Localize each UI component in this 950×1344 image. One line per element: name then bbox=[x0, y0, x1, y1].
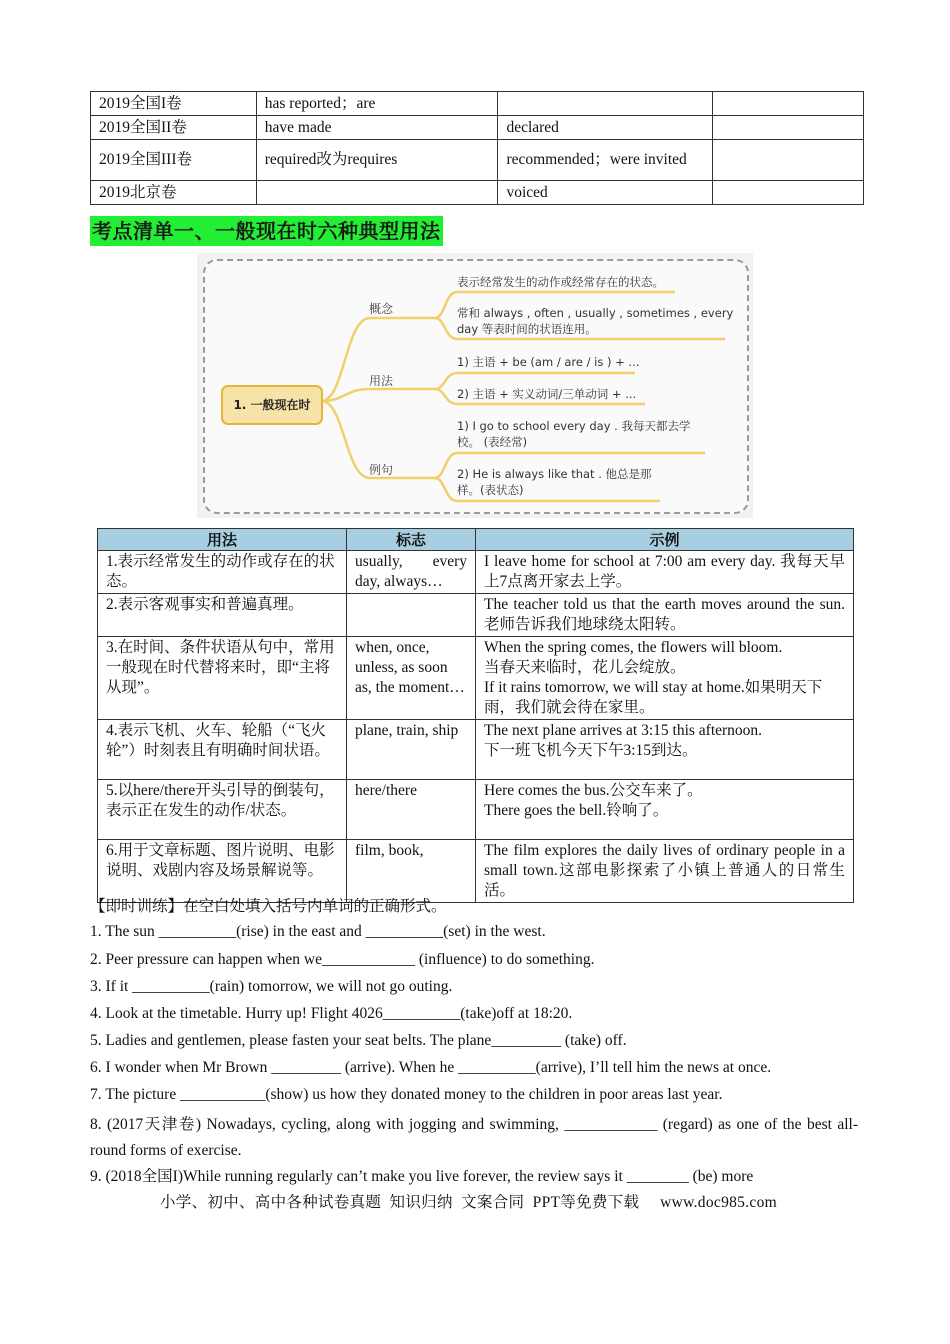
mindmap-leaf: 校。 (表经常) bbox=[457, 435, 528, 449]
column-header: 标志 bbox=[347, 529, 476, 551]
table-cell: 2019北京卷 bbox=[91, 181, 257, 205]
table-cell bbox=[256, 181, 498, 205]
mindmap-leaf: day 等表时间的状语连用。 bbox=[457, 322, 597, 336]
practice-item: 8. (2017天津卷) Nowadays, cycling, along with jogging and swimming, ____________ (regard) as one of the best all-round forms of exercise. bbox=[90, 1116, 858, 1159]
practice-item: 4. Look at the timetable. Hurry up! Flight 4026__________(take)off at 18:20. bbox=[90, 1005, 573, 1022]
mindmap-leaf: 表示经常发生的动作或经常存在的状态。 bbox=[457, 275, 664, 289]
example-cell: The next plane arrives at 3:15 this afternoon. 下一班飞机今天下午3:15到达。 bbox=[476, 720, 854, 780]
usage-cell: 4.表示飞机、火车、轮船（“飞火轮”）时刻表且有明确时间状语。 bbox=[98, 720, 347, 780]
table-row bbox=[91, 140, 864, 181]
table-row bbox=[91, 181, 864, 205]
usage-cell: 2.表示客观事实和普遍真理。 bbox=[98, 594, 347, 637]
table-header-row bbox=[98, 529, 854, 551]
mindmap-branch-example: 例句 bbox=[369, 463, 394, 477]
marker-cell bbox=[347, 594, 476, 637]
marker-cell: when, once, unless, as soon as, the moment… bbox=[347, 637, 476, 720]
table-cell bbox=[498, 92, 713, 116]
practice-item: 1. The sun __________(rise) in the east and __________(set) in the west. bbox=[90, 923, 546, 940]
column-header: 用法 bbox=[98, 529, 347, 551]
mindmap-leaf: 2) 主语 + 实义动词/三单动词 + ... bbox=[457, 387, 637, 401]
table-row bbox=[98, 551, 854, 594]
table-cell: have made bbox=[256, 116, 498, 140]
example-cell: The teacher told us that the earth moves around the sun. 老师告诉我们地球绕太阳转。 bbox=[476, 594, 854, 637]
usage-cell: 5.以here/there开头引导的倒装句，表示正在发生的动作/状态。 bbox=[98, 780, 347, 840]
practice-item: 2. Peer pressure can happen when we____________ (influence) to do something. bbox=[90, 951, 595, 968]
table-cell: recommended；were invited bbox=[498, 140, 713, 181]
practice-item: 6. I wonder when Mr Brown _________ (arrive). When he __________(arrive), I’ll tell him the news at once. bbox=[90, 1059, 772, 1076]
page-footer: 小学、初中、高中各种试卷真题 知识归纳 文案合同 PPT等免费下载 www.doc985.com bbox=[160, 1194, 777, 1211]
mindmap-leaf: 样。(表状态) bbox=[457, 483, 524, 497]
section-heading: 考点清单一、一般现在时六种典型用法 bbox=[90, 216, 443, 246]
example-cell: I leave home for school at 7:00 am every day. 我每天早上7点离开家去上学。 bbox=[476, 551, 854, 594]
table-cell: 2019全国I卷 bbox=[91, 92, 257, 116]
table-cell bbox=[713, 92, 864, 116]
table-cell: 2019全国II卷 bbox=[91, 116, 257, 140]
table-row bbox=[98, 780, 854, 840]
answer-table bbox=[90, 91, 864, 205]
usage-table bbox=[97, 528, 854, 903]
table-row bbox=[98, 594, 854, 637]
column-header: 示例 bbox=[476, 529, 854, 551]
marker-cell: film, book, bbox=[347, 840, 476, 903]
table-row bbox=[91, 116, 864, 140]
mindmap-branch-concept: 概念 bbox=[369, 302, 394, 316]
table-row bbox=[98, 840, 854, 903]
usage-cell: 3.在时间、条件状语从句中，常用一般现在时代替将来时，即“主将从现”。 bbox=[98, 637, 347, 720]
mindmap-leaf: 1) 主语 + be (am / are / is ) + ... bbox=[457, 355, 640, 369]
table-cell: voiced bbox=[498, 181, 713, 205]
table-cell bbox=[713, 140, 864, 181]
marker-cell: here/there bbox=[347, 780, 476, 840]
practice-item: 5. Ladies and gentlemen, please fasten your seat belts. The plane_________ (take) off. bbox=[90, 1032, 627, 1049]
connector-usage bbox=[321, 389, 435, 401]
mindmap-image bbox=[197, 253, 753, 518]
table-cell: declared bbox=[498, 116, 713, 140]
usage-cell: 1.表示经常发生的动作或存在的状态。 bbox=[98, 551, 347, 594]
marker-cell: usually, every day, always… bbox=[347, 551, 476, 594]
mindmap-leaf: 1) I go to school every day . 我每天都去学 bbox=[457, 419, 691, 433]
table-cell: has reported；are bbox=[256, 92, 498, 116]
practice-title: 【即时训练】在空白处填入括号内单词的正确形式。 bbox=[90, 898, 447, 915]
mindmap-leaf: 2) He is always like that . 他总是那 bbox=[457, 467, 652, 481]
table-cell bbox=[713, 116, 864, 140]
table-cell: 2019全国III卷 bbox=[91, 140, 257, 181]
practice-item: 3. If it __________(rain) tomorrow, we will not go outing. bbox=[90, 978, 453, 995]
mindmap-leaf: 常和 always , often , usually , sometimes , every bbox=[457, 306, 734, 320]
usage-cell: 6.用于文章标题、图片说明、电影说明、戏剧内容及场景解说等。 bbox=[98, 840, 347, 903]
marker-cell: plane, train, ship bbox=[347, 720, 476, 780]
example-cell: The film explores the daily lives of ordinary people in a small town.这部电影探索了小镇上普通人的日常生活。 bbox=[476, 840, 854, 903]
table-cell bbox=[713, 181, 864, 205]
table-row bbox=[98, 720, 854, 780]
mindmap-root: 1. 一般现在时 bbox=[221, 385, 323, 425]
mindmap-branch-usage: 用法 bbox=[369, 374, 394, 388]
table-cell: required改为requires bbox=[256, 140, 498, 181]
mindmap-frame bbox=[203, 259, 749, 514]
practice-item: 7. The picture ___________(show) us how they donated money to the children in poor areas last year. bbox=[90, 1086, 723, 1103]
example-cell: Here comes the bus.公交车来了。 There goes the bell.铃响了。 bbox=[476, 780, 854, 840]
practice-item: 9. (2018全国I)While running regularly can’t make you live forever, the review says it ________ (be) more bbox=[90, 1168, 754, 1185]
table-row bbox=[98, 637, 854, 720]
example-cell: When the spring comes, the flowers will bloom. 当春天来临时，花儿会绽放。 If it rains tomorrow, we will stay at home.如果明天下雨，我们就会待在家里。 bbox=[476, 637, 854, 720]
table-row bbox=[91, 92, 864, 116]
